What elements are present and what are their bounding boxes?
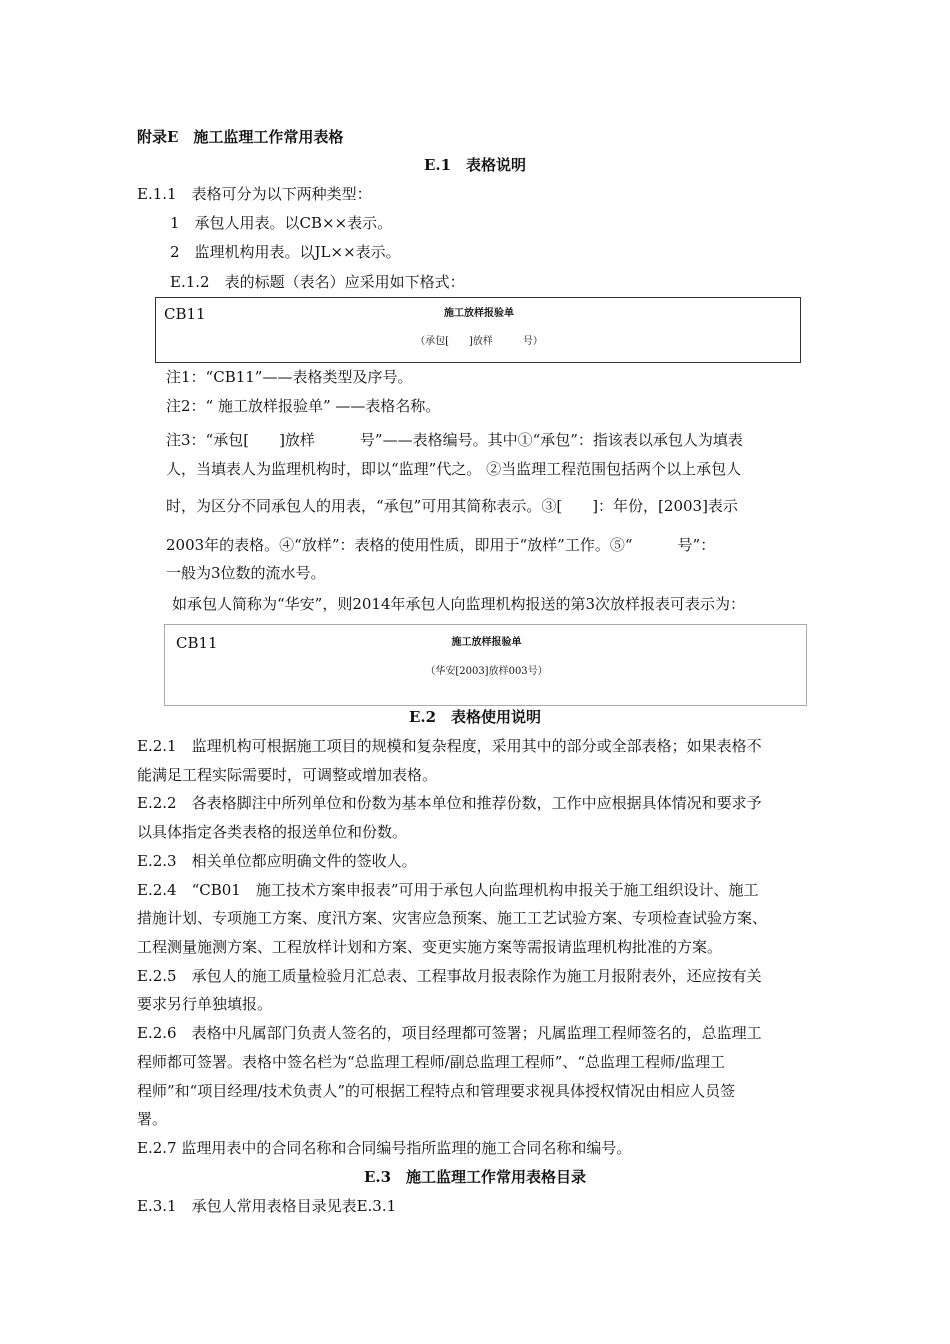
paragraph-line: 工程测量施测方案、工程放样计划和方案、变更实施方案等需报请监理机构批准的方案。: [137, 938, 723, 956]
paragraph-line: E.2.1 监理机构可根据施工项目的规模和复杂程度，采用其中的部分或全部表格；如果表格不: [137, 737, 762, 755]
paragraph-line: E.2.4 “CB01 施工技术方案申报表”可用于承包人向监理机构申报关于施工组织设计、施工: [137, 881, 759, 899]
paragraph-line: 要求另行单独填报。: [137, 995, 273, 1013]
paragraph-line: E.2.6 表格中凡属部门负责人签名的，项目经理都可签署；凡属监理工程师签名的，总监理工: [137, 1024, 762, 1042]
section-heading-e3: E.3 施工监理工作常用表格目录: [363, 1168, 587, 1186]
section-heading-e1: E.1 表格说明: [423, 156, 527, 174]
clause-e112: E.1.2 表的标题（表名）应采用如下格式：: [170, 273, 465, 291]
paragraph-line: 程师都可签署。表格中签名栏为“总监理工程师/副总监理工程师”、“总监理工程师/监理工: [137, 1053, 726, 1071]
note-3-line: 人，当填表人为监理机构时，即以“监理”代之。 ②当监理工程范围包括两个以上承包人: [166, 460, 742, 478]
list-item-type2: 2 监理机构用表。以JL××表示。: [170, 243, 401, 261]
paragraph-line: 署。: [137, 1110, 168, 1128]
list-item-type1: 1 承包人用表。以CB××表示。: [170, 214, 393, 232]
box-form-title: 施工放样报验单: [444, 308, 514, 319]
box-form-number: （承包[ ]放样 号）: [415, 336, 543, 347]
note-3-line: 时，为区分不同承包人的用表，“承包”可用其简称表示。③[ ]：年份，[2003]表示: [166, 497, 738, 515]
note-3-line: 2003年的表格。④“放样”：表格的使用性质，即用于“放样”工作。⑤“ 号”：: [166, 536, 716, 554]
format-box: [155, 297, 801, 363]
box-form-code: CB11: [176, 634, 218, 652]
paragraph-line: E.2.5 承包人的施工质量检验月汇总表、工程事故月报表除作为施工月报附表外，还应按有关: [137, 967, 762, 985]
box-form-number: （华安[2003]放样003号）: [425, 666, 548, 677]
note-2: 注2：“ 施工放样报验单” ——表格名称。: [166, 397, 441, 415]
box-form-title: 施工放样报验单: [451, 637, 522, 648]
section-heading-e2: E.2 表格使用说明: [408, 708, 542, 726]
note-3-line: 注3：“承包[ ]放样 号”——表格编号。其中①“承包”：指该表以承包人为填表: [166, 431, 743, 449]
appendix-title: 附录E 施工监理工作常用表格: [137, 128, 344, 146]
paragraph-line: E.2.2 各表格脚注中所列单位和份数为基本单位和推荐份数，工作中应根据具体情况和要求予: [137, 794, 762, 812]
paragraph-line: 以具体指定各类表格的报送单位和份数。: [137, 823, 408, 841]
note-1: 注1：“CB11”——表格类型及序号。: [166, 368, 413, 386]
clause-e111: E.1.1 表格可分为以下两种类型：: [137, 185, 372, 203]
paragraph-line: E.2.3 相关单位都应明确文件的签收人。: [137, 852, 417, 870]
paragraph-line: 程师”和“项目经理/技术负责人”的可根据工程特点和管理要求视具体授权情况由相应人员签: [137, 1082, 736, 1100]
paragraph-line: 措施计划、专项施工方案、度汛方案、灾害应急预案、施工工艺试验方案、专项检查试验方案、: [137, 909, 768, 927]
paragraph-line: E.2.7 监理用表中的合同名称和合同编号指所监理的施工合同名称和编号。: [137, 1139, 632, 1157]
box-form-code: CB11: [164, 305, 206, 323]
clause-e331: E.3.1 承包人常用表格目录见表E.3.1: [137, 1197, 397, 1215]
paragraph-line: 能满足工程实际需要时，可调整或增加表格。: [137, 766, 438, 784]
note-3-line: 一般为3位数的流水号。: [166, 564, 326, 582]
example-box: [164, 624, 807, 706]
example-intro: 如承包人简称为“华安”，则2014年承包人向监理机构报送的第3次放样报表可表示为：: [172, 595, 746, 613]
